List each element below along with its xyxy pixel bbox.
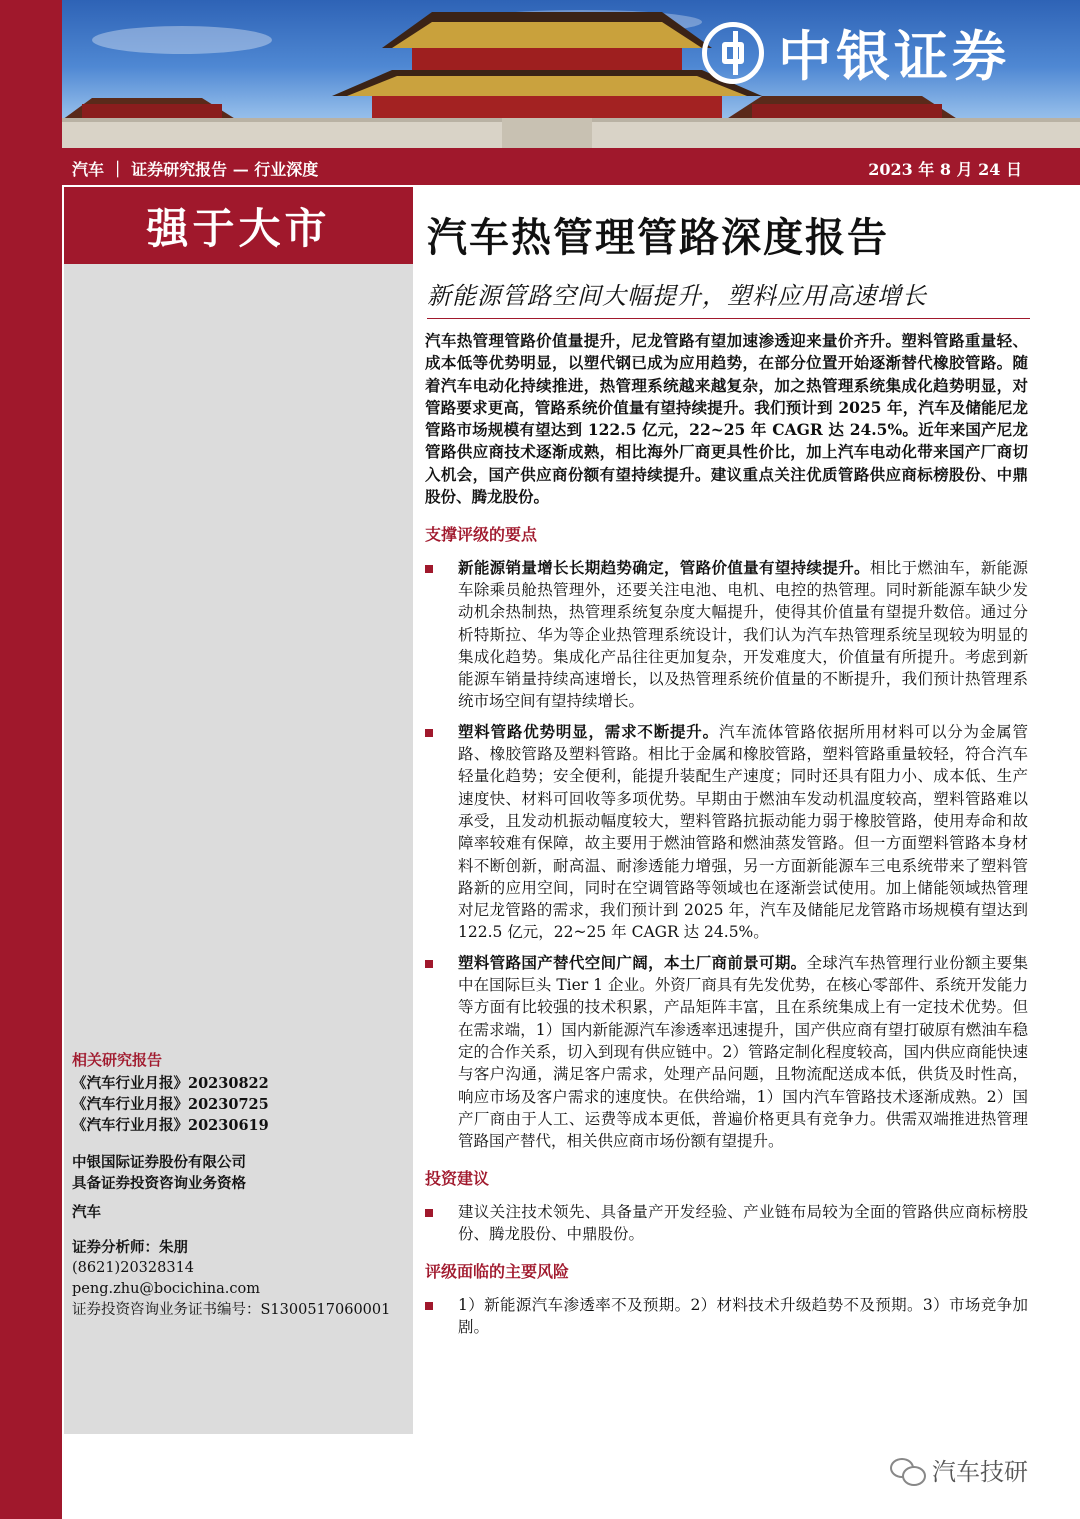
title-divider	[427, 318, 1030, 319]
rating-badge: 强于大市	[64, 187, 413, 264]
bullet-text: 全球汽车热管理行业份额主要集中在国际巨头 Tier 1 企业。外资厂商具有先发优势，在核心零部件、系统开发能力等方面有比较强的技术积累，产品矩阵丰富，且在系统集成上有一定技术优势。但在需求端，1）国内新能源汽车渗透率迅速提升，国产供应商有望打破原有燃油车稳定的合作关系，切入到现有供应链中。2）管路定制化程度较高，国内供应商能快速与客户沟通，满足客户需求，处理产品问题，且物流配送成本低，供货及时性高，响应市场及客户需求的速度快。在供给端，1）国内汽车管路技术逐渐成熟。2）国产厂商由于人工、运费等成本更低，普遍价格更具有竞争力。供需双端推进热管理管路国产替代，相关供应商市场份额有望提升。	[458, 953, 1028, 1151]
analyst-email: peng.zhu@bocichina.com	[72, 1281, 260, 1297]
bullet-item	[425, 952, 1028, 1153]
bullet-lead: 塑料管路优势明显，需求不断提升。	[458, 721, 719, 741]
license-number: 证券投资咨询业务证书编号：S1300517060001	[72, 1302, 391, 1318]
section-heading-support: 支撑评级的要点	[425, 525, 538, 545]
company-name: 中银国际证券股份有限公司	[72, 1154, 246, 1171]
bullet-lead: 塑料管路国产替代空间广阔，本土厂商前景可期。	[458, 952, 807, 972]
related-reports-heading: 相关研究报告	[72, 1051, 163, 1069]
bullet-text: 相比于燃油车，新能源车除乘员舱热管理外，还要关注电池、电机、电控的热管理。同时新能源车缺少发动机余热制热，热管理系统复杂度大幅提升，使得其价值量有望提升数倍。通过分析特斯拉、华为等企业热管理系统设计，我们认为汽车热管理系统呈现较为明显的集成化趋势。集成化产品往往更加复杂，开发难度大，价值量有所提升。考虑到新能源车销量持续高速增长，以及热管理系统价值量的不断提升，我们预计热管理系统市场空间有望持续增长。	[458, 558, 1028, 711]
bullet-text: 汽车流体管路依据所用材料可以分为金属管路、橡胶管路及塑料管路。相比于金属和橡胶管路，塑料管路重量较轻，符合汽车轻量化趋势；安全便利，能提升装配生产速度；同时还具有阻力小、成本低、生产速度快、材料可回收等多项优势。早期由于燃油车发动机温度较高，塑料管路难以承受，且发动机振动幅度较大，塑料管路抗振动能力弱于橡胶管路，使用寿命和故障率较难有保障，故主要用于燃油管路和燃油蒸发管路。但一方面塑料管路本身材料不断创新，耐高温、耐渗透能力增强，另一方面新能源车三电系统带来了塑料管路新的应用空间，同时在空调管路等领域也在逐渐尝试使用。加上储能领域热管理对尼龙管路的需求，我们预计到 2025 年，汽车及储能尼龙管路市场规模有望达到 122.5 亿元，22~25 年 CAGR 达 24.5%。	[458, 722, 1028, 942]
bullet-lead: 新能源销量增长长期趋势确定，管路价值量有望持续提升。	[458, 557, 870, 577]
watermark-text: 汽车技研	[932, 1458, 1028, 1486]
related-report-item: 《汽车行业月报》20230619	[72, 1117, 269, 1134]
bullet-text: 建议关注技术领先、具备量产开发经验、产业链布局较为全面的管路供应商标榜股份、腾龙股份、中鼎股份。	[458, 1202, 1028, 1243]
header-banner	[62, 0, 1080, 148]
left-accent-bar	[0, 0, 62, 1519]
bullet-square-icon	[425, 1209, 433, 1217]
bullet-item	[425, 557, 1028, 713]
related-report-item: 《汽车行业月报》20230725	[72, 1096, 269, 1113]
summary-paragraph: 汽车热管理管路价值量提升，尼龙管路有望加速渗透迎来量价齐升。塑料管路重量轻、成本低等优势明显，以塑代钢已成为应用趋势，在部分位置开始逐渐替代橡胶管路。随着汽车电动化持续推进，热管理系统越来越复杂，加之热管理系统集成化趋势明显，对管路要求更高，管路系统价值量有望持续提升。我们预计到 2025 年，汽车及储能尼龙管路市场规模有望达到 122.5 亿元，22~25 年 CAGR 达 24.5%。近年来国产尼龙管路供应商技术逐渐成熟，相比海外厂商更具性价比，加上汽车电动化带来国产厂商切入机会，国产供应商份额有望持续提升。建议重点关注优质管路供应商标榜股份、中鼎股份、腾龙股份。	[425, 331, 1028, 507]
bullet-text: 1）新能源汽车渗透率不及预期。2）材料技术升级趋势不及预期。3）市场竞争加剧。	[458, 1295, 1028, 1336]
section-heading-risks: 评级面临的主要风险	[425, 1262, 570, 1282]
analyst-name: 证券分析师：朱朋	[72, 1239, 188, 1256]
related-report-item: 《汽车行业月报》20230822	[72, 1075, 269, 1092]
bullet-item	[425, 721, 1028, 944]
bullet-square-icon	[425, 1302, 433, 1310]
bullet-square-icon	[425, 565, 433, 573]
bullet-square-icon	[425, 729, 433, 737]
brand-logo	[702, 14, 1010, 91]
main-content	[425, 330, 1028, 1346]
sector-label: 汽车	[72, 1204, 101, 1221]
bullet-item	[425, 1201, 1028, 1246]
bullet-square-icon	[425, 960, 433, 968]
report-title: 汽车热管理管路深度报告	[427, 214, 889, 261]
category-strip	[62, 148, 1080, 185]
report-subtitle: 新能源管路空间大幅提升，塑料应用高速增长	[427, 282, 927, 310]
report-date: 2023 年 8 月 24 日	[868, 160, 1022, 179]
brand-name: 中银证券	[778, 25, 1010, 88]
watermark	[890, 1452, 1028, 1487]
company-qualification: 具备证券投资咨询业务资格	[72, 1175, 246, 1192]
report-category: 汽车 ｜ 证券研究报告 — 行业深度	[72, 160, 319, 179]
section-heading-investment: 投资建议	[425, 1169, 490, 1189]
sidebar-info	[72, 1050, 412, 1321]
analyst-phone: (8621)20328314	[72, 1260, 195, 1276]
wechat-icon	[890, 1456, 926, 1484]
bullet-item	[425, 1294, 1028, 1339]
bank-of-china-logo-icon	[702, 22, 764, 84]
